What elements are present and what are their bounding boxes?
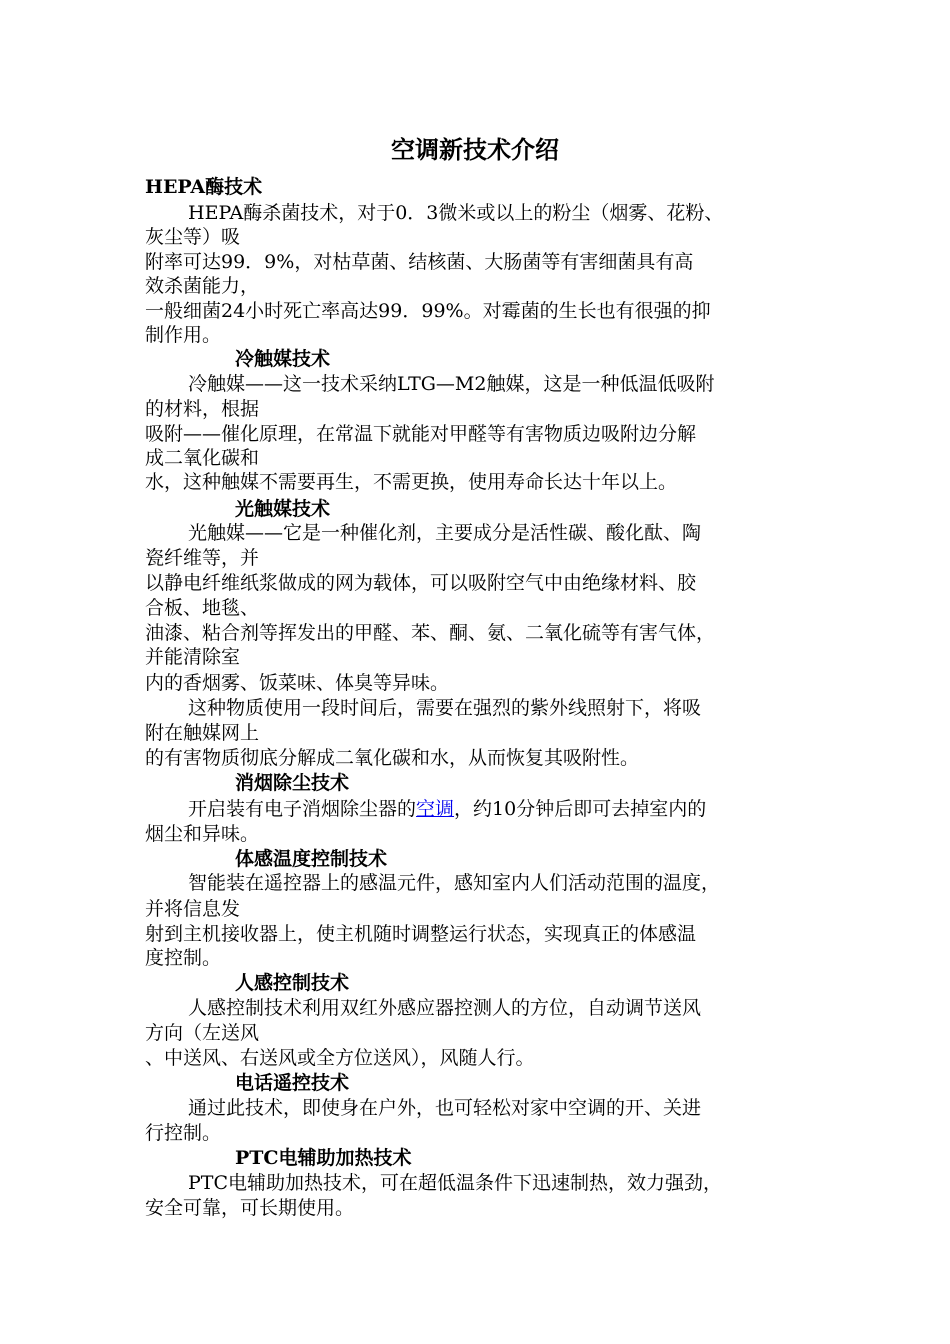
paragraph-line: 烟尘和异味。 xyxy=(145,823,260,845)
paragraph-line: 效杀菌能力， xyxy=(145,275,260,297)
paragraph-line: 通过此技术，即使身在户外，也可轻松对家中空调的开、关进 xyxy=(188,1097,702,1119)
paragraph-line: 附在触媒网上 xyxy=(145,722,260,744)
paragraph-line: 冷触媒——这一技术采纳LTG—M2触媒，这是一种低温低吸附 xyxy=(188,373,715,395)
section-heading-hepa: HEPA酶技术 xyxy=(145,176,263,198)
paragraph-line: 成二氧化碳和 xyxy=(145,447,260,469)
paragraph-line: 内的香烟雾、饭菜味、体臭等异味。 xyxy=(145,672,450,694)
paragraph-line-with-link xyxy=(188,797,706,821)
paragraph-line: 水，这种触媒不需要再生，不需更换，使用寿命长达十年以上。 xyxy=(145,471,678,493)
section-heading-cold-catalyst: 冷触媒技术 xyxy=(235,348,331,370)
text-after-link: ，约10分钟后即可去掉室内的 xyxy=(454,798,707,820)
paragraph-line: 这种物质使用一段时间后，需要在强烈的紫外线照射下，将吸 xyxy=(188,697,702,719)
paragraph-line: 射到主机接收器上，使主机随时调整运行状态，实现真正的体感温 xyxy=(145,923,697,945)
paragraph-line: 附率可达99．9%，对枯草菌、结核菌、大肠菌等有害细菌具有高 xyxy=(145,251,694,273)
section-heading-body-temp-control: 体感温度控制技术 xyxy=(235,848,388,870)
paragraph-line: 制作用。 xyxy=(145,324,222,346)
section-heading-smoke-removal: 消烟除尘技术 xyxy=(235,772,350,794)
section-heading-human-sensing: 人感控制技术 xyxy=(235,972,350,994)
paragraph-line: 并将信息发 xyxy=(145,898,241,920)
air-conditioner-link[interactable]: 空调 xyxy=(416,798,455,820)
paragraph-line: 吸附——催化原理，在常温下就能对甲醛等有害物质边吸附边分解 xyxy=(145,423,697,445)
paragraph-line: 并能清除室 xyxy=(145,646,241,668)
paragraph-line: 光触媒——它是一种催化剂，主要成分是活性碳、酸化酞、陶 xyxy=(188,522,702,544)
paragraph-line: 的材料，根据 xyxy=(145,398,260,420)
paragraph-line: 行控制。 xyxy=(145,1122,222,1144)
paragraph-line: 度控制。 xyxy=(145,947,222,969)
section-heading-ptc-heating: PTC电辅助加热技术 xyxy=(235,1147,412,1169)
paragraph-line: 合板、地毯、 xyxy=(145,597,260,619)
text-before-link: 开启装有电子消烟除尘器的 xyxy=(188,798,417,820)
paragraph-line: 一般细菌24小时死亡率高达99．99%。对霉菌的生长也有很强的抑 xyxy=(145,300,711,322)
paragraph-line: PTC电辅助加热技术，可在超低温条件下迅速制热，效力强劲， xyxy=(188,1172,722,1194)
paragraph-line: 的有害物质彻底分解成二氧化碳和水，从而恢复其吸附性。 xyxy=(145,747,640,769)
paragraph-line: 以静电纤维纸浆做成的网为载体，可以吸附空气中由绝缘材料、胶 xyxy=(145,572,697,594)
paragraph-line: 人感控制技术利用双红外感应器控测人的方位，自动调节送风 xyxy=(188,997,702,1019)
paragraph-line: 瓷纤维等，并 xyxy=(145,547,260,569)
paragraph-line: 智能装在遥控器上的感温元件，感知室内人们活动范围的温度， xyxy=(188,872,721,894)
section-heading-photocatalyst: 光触媒技术 xyxy=(235,498,331,520)
paragraph-line: 油漆、粘合剂等挥发出的甲醛、苯、酮、氨、二氧化硫等有害气体， xyxy=(145,622,716,644)
paragraph-line: 方向（左送风 xyxy=(145,1022,260,1044)
paragraph-line: 安全可靠，可长期使用。 xyxy=(145,1197,355,1219)
paragraph-line: HEPA酶杀菌技术，对于0．3微米或以上的粉尘（烟雾、花粉、 xyxy=(188,202,724,224)
paragraph-line: 灰尘等）吸 xyxy=(145,226,241,248)
section-heading-phone-remote: 电话遥控技术 xyxy=(235,1072,350,1094)
page-title: 空调新技术介绍 xyxy=(391,135,559,164)
paragraph-line: 、中送风、右送风或全方位送风），风随人行。 xyxy=(145,1047,535,1069)
